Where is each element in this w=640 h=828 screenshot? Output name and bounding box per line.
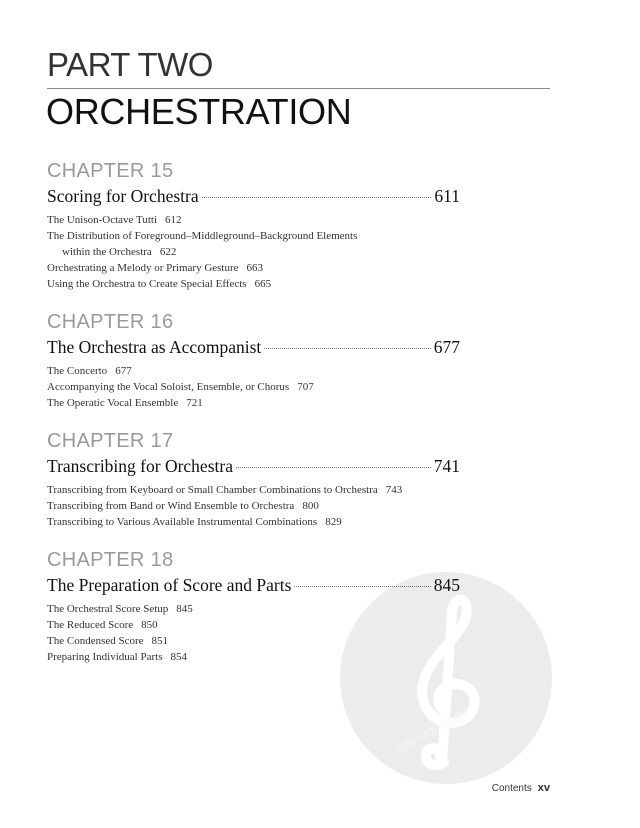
chapter-number: CHAPTER 15 bbox=[47, 160, 174, 182]
section-entry[interactable]: The Distribution of Foreground–Middleground–Background Elements bbox=[47, 230, 358, 242]
section-entry[interactable]: Preparing Individual Parts 854 bbox=[47, 651, 187, 663]
chapter-title: Scoring for Orchestra bbox=[47, 186, 199, 206]
section-entry[interactable]: Orchestrating a Melody or Primary Gesture 663 bbox=[47, 262, 264, 274]
section-entry[interactable]: Transcribing from Keyboard or Small Chamber Combinations to Orchestra 743 bbox=[47, 484, 403, 496]
section-list bbox=[47, 601, 460, 665]
dot-leader bbox=[294, 586, 430, 587]
section-list bbox=[47, 212, 460, 292]
watermark-text: alle-noten.de bbox=[392, 703, 471, 757]
dot-leader bbox=[202, 197, 432, 198]
chapter-page: 741 bbox=[433, 456, 460, 476]
section-entry[interactable]: The Unison-Octave Tutti 612 bbox=[47, 214, 182, 226]
chapter-title-row[interactable] bbox=[47, 336, 460, 358]
section-list bbox=[47, 363, 460, 411]
section-entry[interactable]: Transcribing to Various Available Instrumental Combinations 829 bbox=[47, 516, 342, 528]
chapter-18 bbox=[47, 550, 460, 665]
section-entry[interactable]: The Condensed Score 851 bbox=[47, 635, 169, 647]
chapter-number: CHAPTER 18 bbox=[47, 549, 174, 571]
chapter-title-row[interactable] bbox=[47, 185, 460, 207]
chapter-title: Transcribing for Orchestra bbox=[47, 456, 233, 476]
section-entry[interactable]: The Orchestral Score Setup 845 bbox=[47, 603, 193, 615]
section-entry[interactable]: The Concerto 677 bbox=[47, 365, 132, 377]
page-footer bbox=[492, 782, 550, 794]
chapter-title-row[interactable] bbox=[47, 574, 460, 596]
section-entry-continued[interactable]: within the Orchestra 622 bbox=[62, 246, 177, 258]
footer-page-number: xv bbox=[537, 782, 550, 794]
part-label: PART TWO bbox=[47, 46, 213, 83]
chapter-page: 845 bbox=[433, 575, 460, 595]
section-list bbox=[47, 482, 460, 530]
dot-leader bbox=[236, 467, 431, 468]
chapter-number: CHAPTER 17 bbox=[47, 430, 174, 452]
chapter-page: 677 bbox=[433, 337, 460, 357]
chapter-16 bbox=[47, 312, 460, 411]
chapter-title: The Preparation of Score and Parts bbox=[47, 575, 292, 595]
footer-label: Contents bbox=[491, 783, 532, 794]
section-entry[interactable]: The Reduced Score 850 bbox=[47, 619, 158, 631]
chapter-title-row[interactable] bbox=[47, 455, 460, 477]
section-entry[interactable]: Using the Orchestra to Create Special Effects 665 bbox=[47, 278, 272, 290]
dot-leader bbox=[264, 348, 430, 349]
chapter-title: The Orchestra as Accompanist bbox=[47, 337, 262, 357]
chapter-15 bbox=[47, 161, 460, 292]
section-entry[interactable]: Accompanying the Vocal Soloist, Ensemble, or Chorus 707 bbox=[47, 381, 314, 393]
part-title: ORCHESTRATION bbox=[46, 91, 352, 132]
chapter-number: CHAPTER 16 bbox=[47, 311, 174, 333]
section-entry[interactable]: Transcribing from Band or Wind Ensemble to Orchestra 800 bbox=[47, 500, 319, 512]
chapter-page: 611 bbox=[434, 186, 460, 206]
section-entry[interactable]: The Operatic Vocal Ensemble 721 bbox=[47, 397, 203, 409]
chapter-17 bbox=[47, 431, 460, 530]
part-divider bbox=[47, 88, 550, 89]
